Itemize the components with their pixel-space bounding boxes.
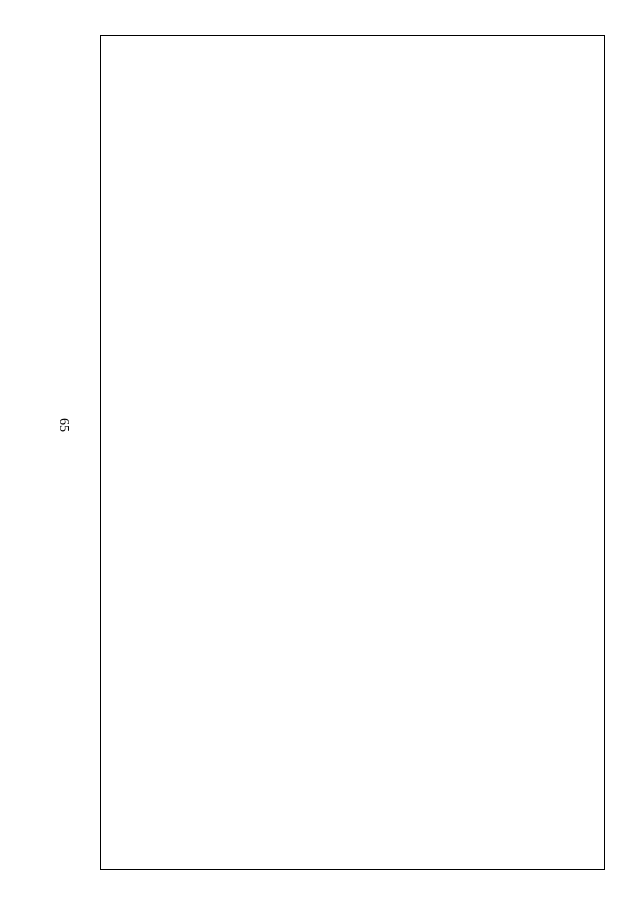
page-number: 65: [56, 418, 71, 432]
budget-table: [100, 35, 605, 870]
